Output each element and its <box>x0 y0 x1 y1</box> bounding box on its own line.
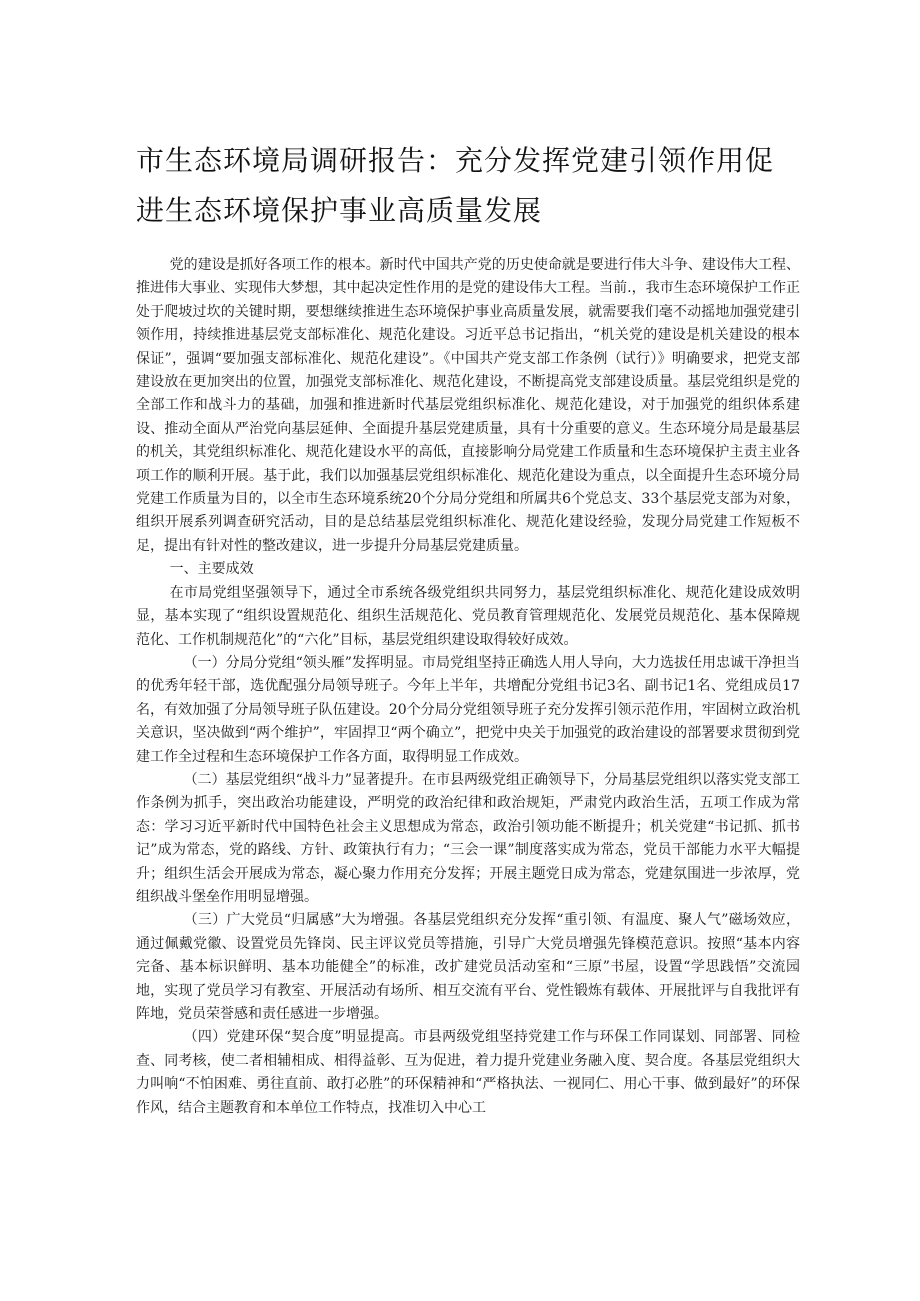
paragraph-point-4: （四）党建环保“契合度”明显提高。市县两级党组坚持党建工作与环保工作同谋划、同部署、同检查、同考核，使二者相辅相成、相得益彰、互为促进，着力提升党建业务融入度、契合度。各基层党组织大力叫响“不怕困难、勇往直前、敢打必胜”的环保精神和“严格执法、一视同仁、用心干事、做到最好”的环保作风，结合主题教育和本单位工作特点，找准切入中心工 <box>136 1029 800 1116</box>
paragraph-point-2: （二）基层党组织“战斗力”显著提升。在市县两级党组正确领导下，分局基层党组织以落实党支部工作条例为抓手，突出政治功能建设，严明党的政治纪律和政治规矩，严肃党内政治生活，五项工作成为常态：学习习近平新时代中国特色社会主义思想成为常态，政治引领功能不断提升；机关党建“书记抓、抓书记”成为常态，党的路线、方针、政策执行有力；“三会一课”制度落实成为常态，党员干部能力水平大幅提升；组织生活会开展成为常态，凝心聚力作用充分发挥；开展主题党日成为常态，党建氛围进一步浓厚，党组织战斗堡垒作用明显增强。 <box>136 771 800 905</box>
section-heading-main-results: 一、主要成效 <box>169 561 254 578</box>
paragraph-overview: 在市局党组坚强领导下，通过全市系统各级党组织共同努力，基层党组织标准化、规范化建设成效明显，基本实现了“组织设置规范化、组织生活规范化、党员教育管理规范化、发展党员规范化、基本保障规范化、工作机制规范化”的“六化”目标，基层党组织建设取得较好成效。 <box>136 584 800 648</box>
document-body <box>136 254 800 1120</box>
page-title: 市生态环境局调研报告：充分发挥党建引领作用促进生态环境保护事业高质量发展 <box>136 144 775 227</box>
paragraph-intro: 党的建设是抓好各项工作的根本。新时代中国共产党的历史使命就是要进行伟大斗争、建设伟大工程、推进伟大事业、实现伟大梦想，其中起决定性作用的是党的建设伟大工程。当前.，我市生态环境保护工作正处于爬坡过坎的关键时期，要想继续推进生态环境保护事业高质量发展，就需要我们毫不动摇地加强党建引领作用，持续推进基层党支部标准化、规范化建设。习近平总书记指出，“机关党的建设是机关建设的根本保证”，强调“要加强支部标准化、规范化建设”。《中国共产党支部工作条例（试行）》明确要求，把党支部建设放在更加突出的位置，加强党支部标准化、规范化建设，不断提高党支部建设质量。基层党组织是党的全部工作和战斗力的基础，加强和推进新时代基层党组织标准化、规范化建设，对于加强党的组织体系建设、推动全面从严治党向基层延伸、全面提升基层党建质量，具有十分重要的意义。生态环境分局是最基层的机关，其党组织标准化、规范化建设水平的高低，直接影响分局党建工作质量和生态环境保护主责主业各项工作的顺利开展。基于此，我们以加强基层党组织标准化、规范化建设为重点，以全面提升生态环境分局党建工作质量为目的，以全市生态环境系统20个分局分党组和所属共6个党总支、33个基层党支部为对象，组织开展系列调查研究活动，目的是总结基层党组织标准化、规范化建设经验，发现分局党建工作短板不足，提出有针对性的整改建议，进一步提升分局基层党建质量。 <box>136 257 800 554</box>
paragraph-point-3: （三）广大党员“归属感”大为增强。各基层党组织充分发挥“重引领、有温度、聚人气”磁场效应，通过佩戴党徽、设置党员先锋岗、民主评议党员等措施，引导广大党员增强先锋模范意识。按照“基本内容完备、基本标识鲜明、基本功能健全”的标准，改扩建党员活动室和“三原”书屋，设置“学思践悟”交流园地，实现了党员学习有教室、开展活动有场所、相互交流有平台、党性锻炼有载体、开展批评与自我批评有阵地，党员荣誉感和责任感进一步增强。 <box>136 912 800 1022</box>
paragraph-point-1: （一）分局分党组“领头雁”发挥明显。市局党组坚持正确选人用人导向，大力选拔任用忠诚干净担当的优秀年轻干部，选优配强分局领导班子。今年上半年，共增配分党组书记3名、副书记1名、党组成员17名，有效加强了分局领导班子队伍建设。20个分局分党组领导班子充分发挥引领示范作用，牢固树立政治机关意识，坚决做到“两个维护”，牢固捍卫“两个确立”，把党中央关于加强党的政治建设的部署要求贯彻到党建工作全过程和生态环境保护工作各方面，取得明显工作成效。 <box>136 654 800 765</box>
